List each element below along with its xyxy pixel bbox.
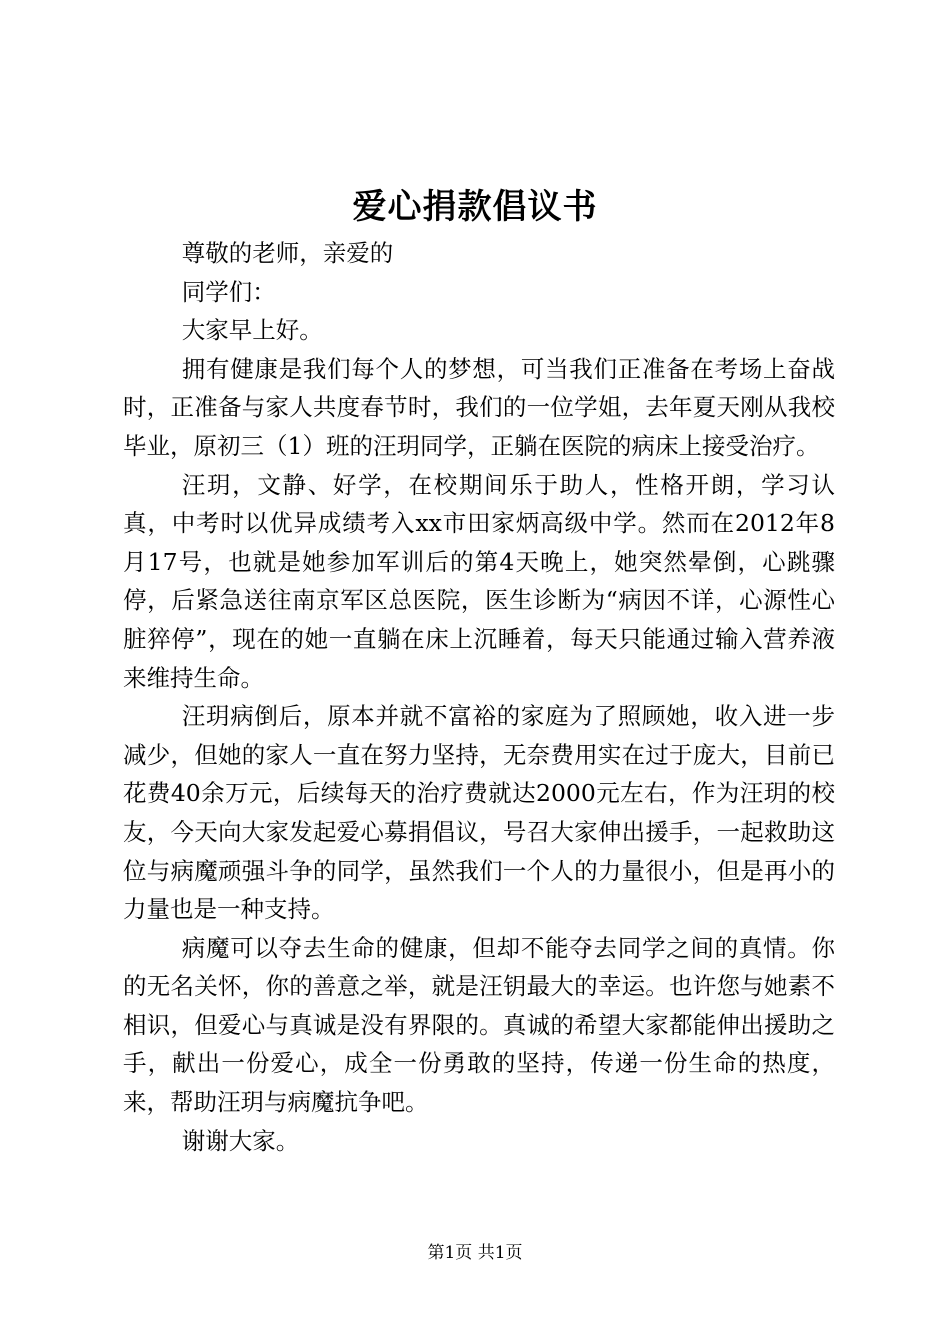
document-body — [123, 234, 835, 1160]
salutation-line-1: 尊敬的老师，亲爱的 — [181, 239, 394, 267]
salutation-line-2: 同学们： — [181, 277, 276, 306]
closing: 谢谢大家。 — [181, 1126, 300, 1155]
document-title: 爱心捐款倡议书 — [352, 187, 598, 227]
paragraph-situation: 汪玥病倒后，原本并就不富裕的家庭为了照顾她，收入进一步减少，但她的家人一直在努力坚持，无奈费用实在过于庞大，目前已花费40余万元，后续每天的治疗费就达2000元左右，作为汪玥的校友，今天向大家发起爱心募捐倡议，号召大家伸出援手，一起救助这位与病魔顽强斗争的同学，虽然我们一个人的力量很小，但是再小的力量也是一种支持。 — [123, 702, 835, 924]
paragraph-appeal: 病魔可以夺去生命的健康，但却不能夺去同学之间的真情。你的无名关怀，你的善意之举，就是汪钥最大的幸运。也许您与她素不相识，但爱心与真诚是没有界限的。真诚的希望大家都能伸出援助之手，献出一份爱心，成全一份勇敢的坚持，传递一份生命的热度，来，帮助汪玥与病魔抗争吧。 — [123, 933, 835, 1117]
paragraph-background: 汪玥，文静、好学，在校期间乐于助人，性格开朗，学习认真，中考时以优异成绩考入xx市田家炳高级中学。然而在2012年8月17号，也就是她参加军训后的第4天晚上，她突然晕倒，心跳骤停，后紧急送往南京军区总医院，医生诊断为“病因不详，心源性心脏猝停”，现在的她一直躺在床上沉睡着，每天只能通过输入营养液来维持生命。 — [123, 470, 835, 692]
page-footer: 第1页 共1页 — [427, 1243, 523, 1263]
paragraph-intro: 拥有健康是我们每个人的梦想，可当我们正准备在考场上奋战时，正准备与家人共度春节时，我们的一位学姐，去年夏天刚从我校毕业，原初三（1）班的汪玥同学，正躺在医院的病床上接受治疗。 — [123, 354, 835, 460]
greeting: 大家早上好。 — [181, 316, 323, 345]
